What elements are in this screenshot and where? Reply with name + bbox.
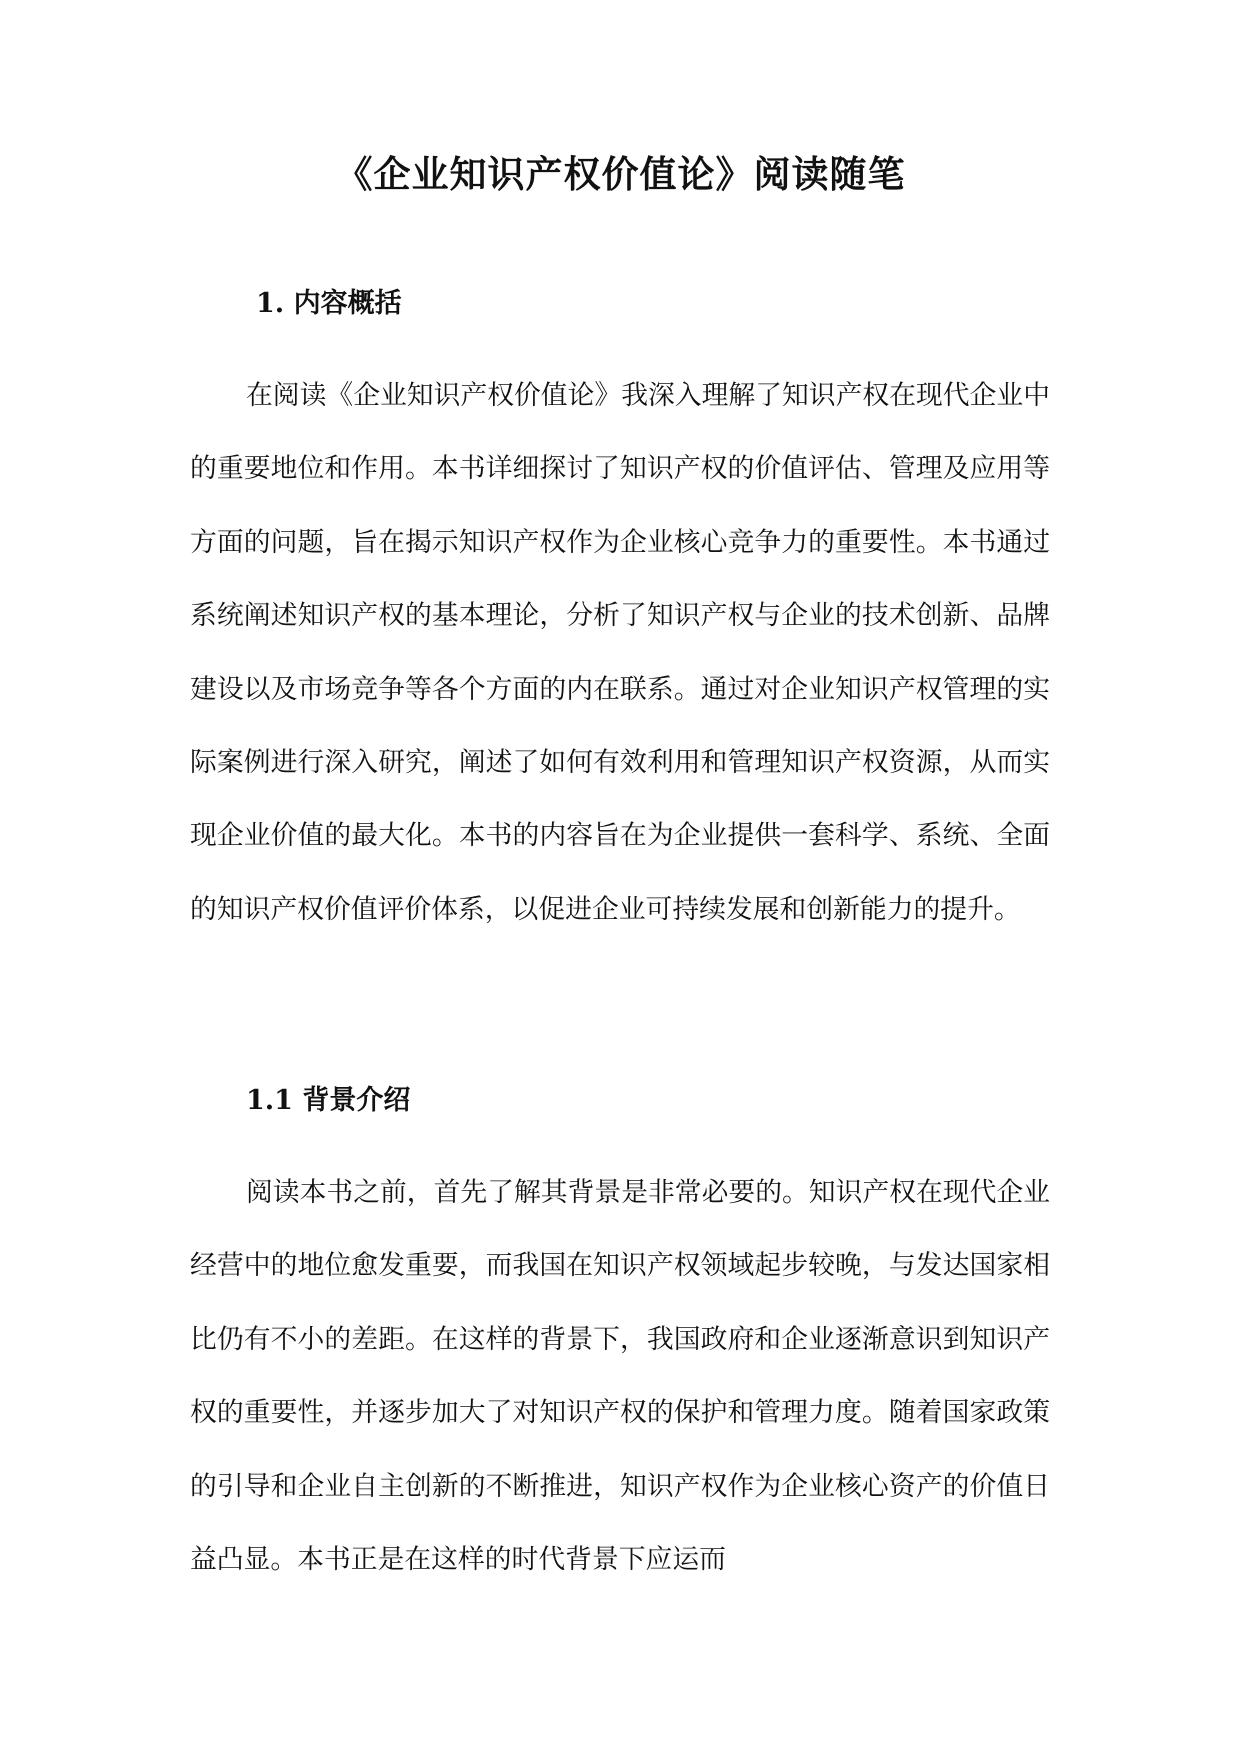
- section-paragraph-summary: 在阅读《企业知识产权价值论》我深入理解了知识产权在现代企业中的重要地位和作用。本书详细探讨了知识产权的价值评估、管理及应用等方面的问题，旨在揭示知识产权作为企业核心竞争力的重要性。本书通过系统阐述知识产权的基本理论，分析了知识产权与企业的技术创新、品牌建设以及市场竞争等各个方面的内在联系。通过对企业知识产权管理的实际案例进行深入研究，阐述了如何有效利用和管理知识产权资源，从而实现企业价值的最大化。本书的内容旨在为企业提供一套科学、系统、全面的知识产权价值评价体系，以促进企业可持续发展和创新能力的提升。: [190, 380, 1050, 925]
- section-heading-summary: 1. 内容概括: [256, 288, 402, 319]
- document-title: 《企业知识产权价值论》阅读随笔: [335, 152, 906, 196]
- section-paragraph-background: 阅读本书之前，首先了解其背景是非常必要的。知识产权在现代企业经营中的地位愈发重要，而我国在知识产权领域起步较晚，与发达国家相比仍有不小的差距。在这样的背景下，我国政府和企业逐渐意识到知识产权的重要性，并逐步加大了对知识产权的保护和管理力度。随着国家政策的引导和企业自主创新的不断推进，知识产权作为企业核心资产的价值日益凸显。本书正是在这样的时代背景下应运而: [190, 1177, 1050, 1576]
- section-heading-background: 1.1 背景介绍: [246, 1085, 411, 1116]
